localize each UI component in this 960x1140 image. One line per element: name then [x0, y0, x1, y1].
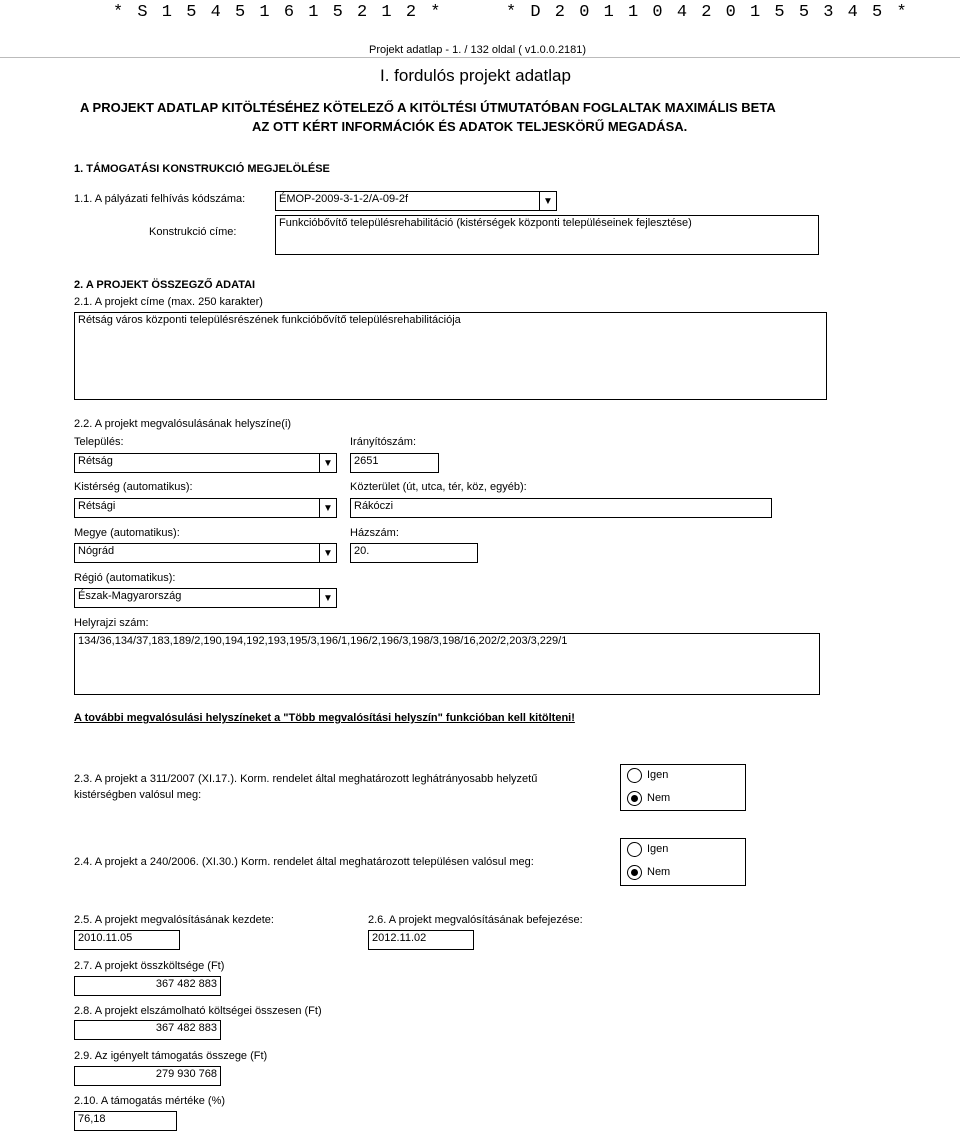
county-label: Megye (automatikus):	[74, 527, 180, 539]
street-label: Közterület (út, utca, tér, köz, egyéb):	[350, 481, 527, 493]
settlement-select[interactable]	[74, 453, 337, 473]
project-title-label: 2.1. A projekt címe (max. 250 karakter)	[74, 296, 263, 308]
settlement-label: Település:	[74, 436, 124, 448]
grant-amount-label: 2.9. Az igényelt támogatás összege (Ft)	[74, 1050, 268, 1062]
q24-no-label: Nem	[647, 866, 671, 878]
q24-yes-radio-icon[interactable]	[627, 842, 642, 857]
eligible-cost-value: 367 482 883	[155, 1022, 217, 1034]
total-cost-field[interactable]	[74, 976, 221, 996]
construction-label: Konstrukció címe:	[149, 226, 237, 238]
code-value: ÉMOP-2009-3-1-2/A-09-2f	[279, 193, 408, 205]
q24-label: 2.4. A projekt a 240/2006. (XI.30.) Korm. rendelet által meghatározott településen valósul meg:	[74, 856, 534, 868]
grant-rate-label: 2.10. A támogatás mértéke (%)	[74, 1095, 226, 1107]
grant-amount-field[interactable]	[74, 1066, 221, 1086]
barcode-left: * S 1 5 4 5 1 6 1 5 2 1 2 *	[113, 3, 443, 22]
project-title-value: Rétság város központi településrészének funkcióbővítő településrehabilitációja	[78, 314, 461, 326]
zip-value: 2651	[354, 455, 379, 467]
q24-no-radio-icon[interactable]	[627, 865, 642, 880]
code-label: 1.1. A pályázati felhívás kódszáma:	[74, 193, 246, 205]
lot-number-value: 134/36,134/37,183,189/2,190,194,192,193,195/3,196/1,196/2,196/3,198/3,198/16,202/2,203/3,229/1	[78, 635, 568, 647]
q24-radio-group	[620, 838, 746, 886]
q23-no-radio-icon[interactable]	[627, 791, 642, 806]
total-cost-value: 367 482 883	[155, 978, 217, 990]
county-value: Nógrád	[78, 545, 115, 557]
eligible-cost-label: 2.8. A projekt elszámolható költségei összesen (Ft)	[74, 1005, 322, 1017]
eligible-cost-field[interactable]	[74, 1020, 221, 1040]
triangle-down-icon[interactable]: ▼	[319, 588, 337, 608]
triangle-down-icon[interactable]: ▼	[319, 453, 337, 473]
street-field[interactable]	[350, 498, 772, 518]
notice-line-2: AZ OTT KÉRT INFORMÁCIÓK ÉS ADATOK TELJESKÖRŰ MEGADÁSA.	[252, 119, 688, 134]
settlement-value: Rétság	[78, 455, 113, 467]
construction-value: Funkcióbővítő településrehabilitáció (kistérségek központi településeinek fejlesztése)	[279, 217, 692, 229]
q23-label-line-2: kistérségben valósul meg:	[74, 789, 202, 801]
page-header: Projekt adatlap - 1. / 132 oldal ( v1.0.0.2181)	[369, 44, 587, 56]
project-title-field[interactable]	[74, 312, 827, 400]
more-locations-note: A további megvalósulási helyszíneket a "Több megvalósítási helyszín" funkcióban kell kitölteni!	[74, 712, 575, 724]
region-label: Régió (automatikus):	[74, 572, 176, 584]
total-cost-label: 2.7. A projekt összköltsége (Ft)	[74, 960, 225, 972]
lot-number-field[interactable]	[74, 633, 820, 695]
q23-yes-radio-icon[interactable]	[627, 768, 642, 783]
start-date-value: 2010.11.05	[78, 932, 133, 944]
q23-yes-label: Igen	[647, 769, 669, 781]
lot-number-label: Helyrajzi szám:	[74, 617, 149, 629]
barcode-right: * D 2 0 1 1 0 4 2 0 1 5 5 3 4 5 *	[506, 3, 909, 22]
subregion-value: Rétsági	[78, 500, 116, 512]
end-date-value: 2012.11.02	[372, 932, 427, 944]
triangle-down-icon[interactable]: ▼	[319, 498, 337, 518]
code-select[interactable]	[275, 191, 557, 211]
start-date-field[interactable]	[74, 930, 180, 950]
region-value: Észak-Magyarország	[78, 590, 182, 602]
triangle-down-icon[interactable]: ▼	[539, 191, 557, 211]
header-divider	[0, 57, 960, 58]
grant-amount-value: 279 930 768	[155, 1068, 217, 1080]
q23-no-label: Nem	[647, 792, 671, 804]
q23-label-line-1: 2.3. A projekt a 311/2007 (XI.17.). Korm. rendelet által meghatározott leghátrányosabb helyzetű	[74, 773, 538, 785]
zip-field[interactable]	[350, 453, 439, 473]
subregion-label: Kistérség (automatikus):	[74, 481, 193, 493]
house-number-field[interactable]	[350, 543, 478, 563]
house-number-value: 20.	[354, 545, 370, 557]
location-label: 2.2. A projekt megvalósulásának helyszíne(i)	[74, 418, 292, 430]
end-date-label: 2.6. A projekt megvalósításának befejezése:	[368, 914, 583, 926]
end-date-field[interactable]	[368, 930, 474, 950]
house-number-label: Házszám:	[350, 527, 399, 539]
page-title: I. fordulós projekt adatlap	[380, 66, 571, 85]
section-1-heading: 1. TÁMOGATÁSI KONSTRUKCIÓ MEGJELÖLÉSE	[74, 163, 330, 175]
q23-radio-group	[620, 764, 746, 811]
street-value: Rákóczi	[354, 500, 394, 512]
grant-rate-field[interactable]	[74, 1111, 177, 1131]
grant-rate-value: 76,18	[78, 1113, 106, 1125]
region-select[interactable]	[74, 588, 337, 608]
start-date-label: 2.5. A projekt megvalósításának kezdete:	[74, 914, 274, 926]
zip-label: Irányítószám:	[350, 436, 417, 448]
q24-yes-label: Igen	[647, 843, 669, 855]
subregion-select[interactable]	[74, 498, 337, 518]
construction-field[interactable]	[275, 215, 819, 255]
notice-line-1: A PROJEKT ADATLAP KITÖLTÉSÉHEZ KÖTELEZŐ A KITÖLTÉSI ÚTMUTATÓBAN FOGLALTAK MAXIMÁLIS BETA	[80, 100, 776, 115]
county-select[interactable]	[74, 543, 337, 563]
section-2-heading: 2. A PROJEKT ÖSSZEGZŐ ADATAI	[74, 279, 256, 291]
triangle-down-icon[interactable]: ▼	[319, 543, 337, 563]
